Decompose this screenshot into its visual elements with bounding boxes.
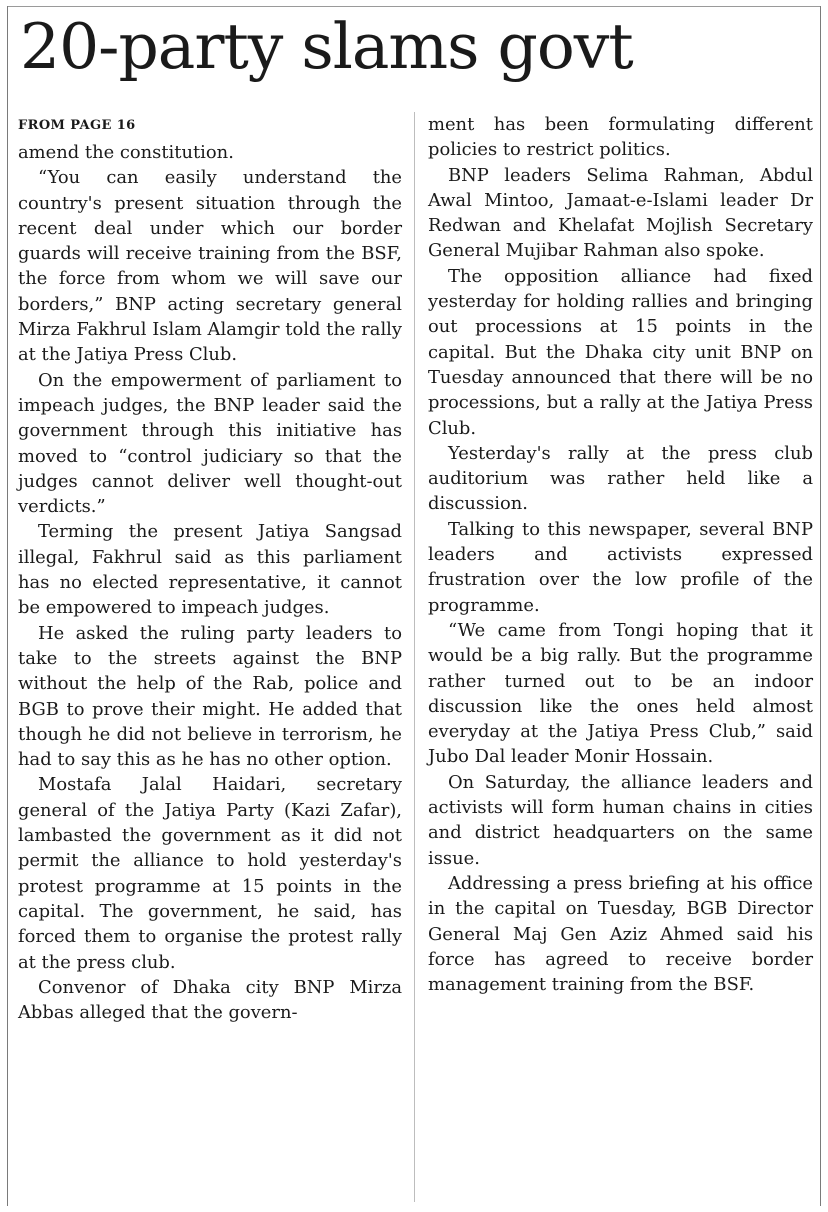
paragraph: ment has been formulating different policies to restrict politics. (428, 114, 813, 161)
paragraph: “We came from Tongi hoping that it would be a big rally. But the programme rather turned out to be an indoor discussion like the ones held almost everyday at the Jatiya Press Club,” said Jubo Dal leader Monir Hossain. (428, 619, 813, 768)
paragraph: Terming the present Jatiya Sangsad illegal, Fakhrul said as this parliament has no elected representative, it cannot be empowered to impeach judges. (18, 521, 402, 619)
paragraph: On Saturday, the alliance leaders and activists will form human chains in cities and district headquarters on the same issue. (428, 771, 813, 869)
paragraph: Convenor of Dhaka city BNP Mirza Abbas alleged that the govern- (18, 976, 402, 1024)
paragraph: Yesterday's rally at the press club auditorium was rather held like a discussion. (428, 442, 813, 515)
left-column (18, 112, 402, 1025)
headline: 20-party slams govt (20, 10, 633, 83)
column-divider (414, 112, 415, 1202)
paragraph: BNP leaders Selima Rahman, Abdul Awal Mintoo, Jamaat-e-Islami leader Dr Redwan and Khelafat Mojlish Secretary General Mujibar Rahman also spoke. (428, 164, 813, 262)
paragraph: On the empowerment of parliament to impeach judges, the BNP leader said the government through this initiative has moved to “control judiciary so that the judges cannot deliver well thought-out verdicts.” (18, 369, 402, 518)
paragraph: The opposition alliance had fixed yesterday for holding rallies and bringing out processions at 15 points in the capital. But the Dhaka city unit BNP on Tuesday announced that there will be no processions, but a rally at the Jatiya Press Club. (428, 265, 813, 439)
jump-line: FROM PAGE 16 (18, 118, 136, 133)
right-border-rule (820, 6, 821, 1206)
paragraph: Talking to this newspaper, several BNP leaders and activists expressed frustration over the low profile of the programme. (428, 518, 813, 616)
right-column (428, 112, 813, 997)
left-border-rule (7, 6, 8, 1206)
paragraph: Mostafa Jalal Haidari, secretary general of the Jatiya Party (Kazi Zafar), lambasted the government as it did not permit the alliance to hold yesterday's protest programme at 15 points in the capital. The government, he said, has forced them to organise the protest rally at the press club. (18, 774, 402, 973)
paragraph: Addressing a press briefing at his office in the capital on Tuesday, BGB Director General Maj Gen Aziz Ahmed said his force has agreed to receive border management training from the BSF. (428, 872, 813, 996)
paragraph: “You can easily understand the country's present situation through the recent deal under which our border guards will receive training from the BSF, the force from whom we will save our borders,” BNP acting secretary general Mirza Fakhrul Islam Alamgir told the rally at the Jatiya Press Club. (18, 167, 402, 366)
paragraph: He asked the ruling party leaders to take to the streets against the BNP without the help of the Rab, police and BGB to prove their might. He added that though he did not believe in terrorism, he had to say this as he has no other option. (18, 622, 402, 771)
paragraph: amend the constitution. (18, 142, 234, 163)
